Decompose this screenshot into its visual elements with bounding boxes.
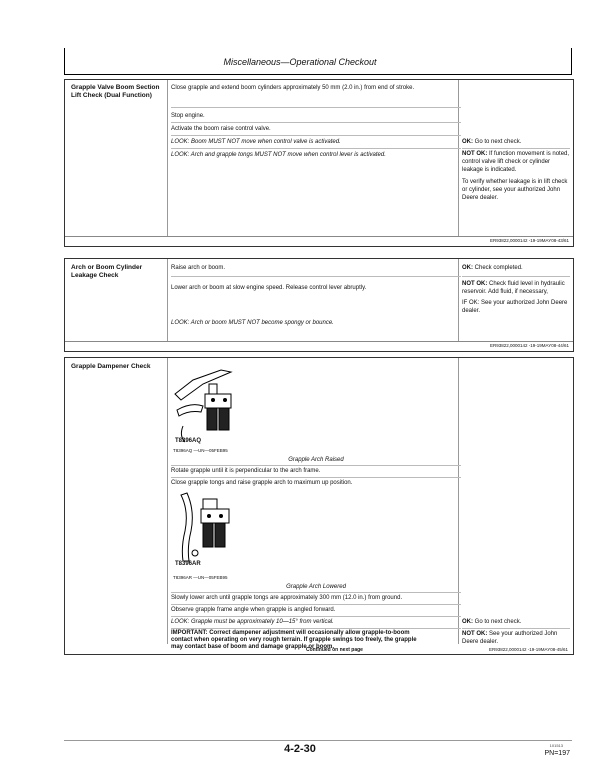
figure-grapple-arch-lowered <box>173 491 253 573</box>
dealer-note: To verify whether leakage is in lift check or cylinder, see your authorized John Deere dealer. <box>462 179 568 201</box>
section-title: Grapple Dampener Check <box>71 363 151 370</box>
page-header: Miscellaneous—Operational Checkout <box>223 57 377 67</box>
figure-ref: T8396AR —UN—05FEB95 <box>173 575 228 580</box>
footer-code: 101513 <box>549 743 563 748</box>
steps <box>171 264 461 340</box>
step: Observe grapple frame angle when grapple is angled forward. <box>171 607 336 613</box>
notok-result: NOT OK: If function movement is noted, control valve lift check or cylinder leakage is indicated. <box>462 151 570 173</box>
section-grapple-dampener-check <box>64 357 574 655</box>
figure-ref: T8396AQ —UN—05FEB95 <box>173 448 228 453</box>
page-number: 4-2-30 <box>284 743 316 755</box>
section-title: Grapple Valve Boom Section Lift Check (Dual Function) <box>71 84 160 99</box>
reference-code: ER93822,0000142 -19-19MAY08-45/61 <box>489 647 568 652</box>
step: Slowly lower arch until grapple tongs are approximately 300 mm (12.0 in.) from ground. <box>171 595 403 601</box>
steps <box>171 84 461 234</box>
section-grapple-valve-lift-check <box>64 79 574 247</box>
ok-result: OK: Go to next check. <box>462 619 522 625</box>
ok-result: OK: Check completed. <box>462 265 523 271</box>
look-step: LOOK: Grapple must be approximately 10—15° from vertical. <box>171 619 334 625</box>
continued-note: Continued on next page <box>306 647 363 653</box>
if-ok-result: IF OK: See your authorized John Deere dealer. <box>462 300 568 314</box>
notok-result: NOT OK: Check fluid level in hydraulic reservoir. Add fluid, if necessary, <box>462 281 565 295</box>
important-note: IMPORTANT: Correct dampener adjustment will occasionally allow grapple-to-boom contact when operating on very rough terrain. If grapple swings too freely, the grapple may contact base of boom and damage grapple or boom. <box>171 630 417 651</box>
step: Stop engine. <box>171 113 205 119</box>
figure-label: T8396AQ <box>175 438 202 444</box>
results <box>462 138 570 202</box>
step: Close grapple tongs and raise grapple arch to maximum up position. <box>171 480 353 486</box>
reference-code: ER93822,0000142 -19-19MAY08-44/61 <box>490 343 569 348</box>
figure-caption: Grapple Arch Raised <box>288 457 344 463</box>
header-rule <box>64 74 572 75</box>
section-title: Arch or Boom Cylinder Leakage Check <box>71 264 143 279</box>
step: Rotate grapple until it is perpendicular to the arch frame. <box>171 468 321 474</box>
step: Activate the boom raise control valve. <box>171 126 271 132</box>
results <box>462 618 570 646</box>
figure-caption: Grapple Arch Lowered <box>286 584 346 590</box>
figure-label: T8396AR <box>175 561 201 567</box>
results <box>462 264 570 315</box>
look-step: LOOK: Arch or boom MUST NOT become spongy or bounce. <box>171 320 334 326</box>
notok-result: NOT OK: See your authorized John Deere dealer. <box>462 631 558 645</box>
step: Raise arch or boom. <box>171 265 226 271</box>
section-arch-boom-leakage-check <box>64 258 574 352</box>
step: Close grapple and extend boom cylinders approximately 50 mm (2.0 in.) from end of stroke. <box>171 85 415 91</box>
look-step: LOOK: Boom MUST NOT move when control valve is activated. <box>171 139 341 145</box>
ok-result: OK: Go to next check. <box>462 139 522 145</box>
figure-grapple-arch-raised <box>173 366 253 446</box>
grapple-raised-illustration <box>173 366 253 446</box>
look-step: LOOK: Arch and grapple tongs MUST NOT move when control lever is activated. <box>171 152 386 158</box>
reference-code: ER93822,0000142 -19-19MAY08-43/61 <box>490 238 569 243</box>
footer-rule <box>64 740 572 741</box>
pn-number: PN=197 <box>544 750 570 757</box>
step: Lower arch or boom at slow engine speed. Release control lever abruptly. <box>171 285 367 291</box>
